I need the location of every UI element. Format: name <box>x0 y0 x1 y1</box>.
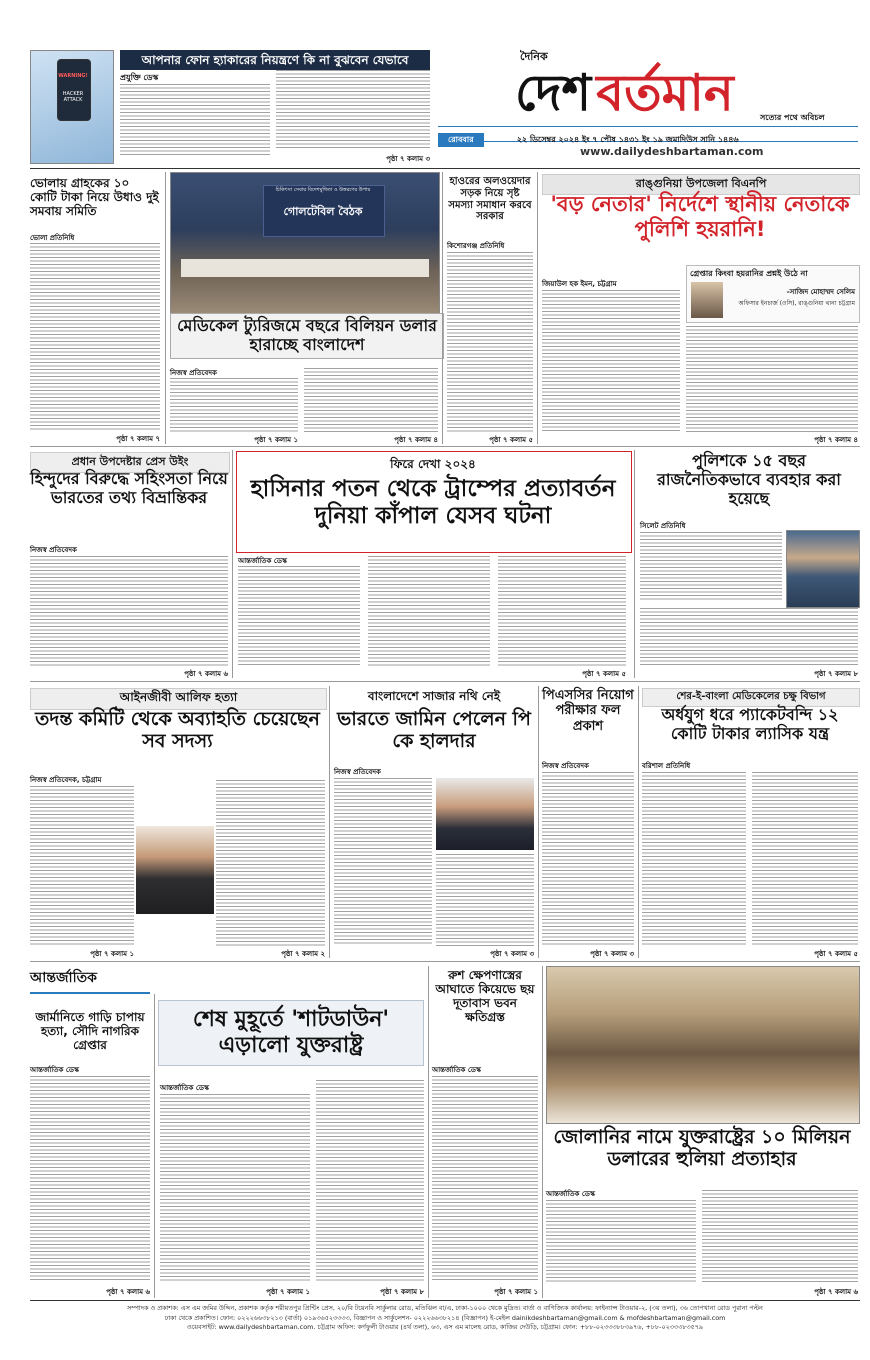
lasik-kicker: শের-ই-বাংলা মেডিকেলের চক্ষু বিভাগ <box>642 688 860 707</box>
germany-headline[interactable]: জার্মানিতে গাড়ি চাপায় হত্যা, সৌদি নাগরিক গ্রেপ্তার <box>35 1010 145 1053</box>
meeting-photo <box>170 172 440 314</box>
alif-body-2 <box>216 780 325 946</box>
promo-warning-text: WARNING! <box>58 73 88 79</box>
shutdown-reporter: আন্তর্জাতিক ডেস্ক <box>160 1084 209 1092</box>
date-day: রোববার <box>438 133 484 147</box>
promo-phone-image <box>30 50 114 164</box>
airport-headline[interactable]: হাওরের অলওয়েদার সড়ক নিয়ে সৃষ্ট সমস্যা সমাধান করবে সরকার <box>448 176 532 223</box>
press-reporter: নিজস্ব প্রতিবেদক <box>30 546 77 554</box>
medical-continued-1[interactable]: পৃষ্ঠা ৭ কলাম ১ <box>254 436 298 444</box>
meeting-banner-text: গোলটেবিল বৈঠক <box>283 205 363 218</box>
rangunia-body-left <box>542 290 680 432</box>
lookback-headline[interactable]: হাসিনার পতন থেকে ট্রাম্পের প্রত্যাবর্তন দুনিয়া কাঁপাল যেসব ঘটনা <box>250 476 616 530</box>
pk-body-1 <box>334 778 432 946</box>
lookback-reporter: আন্তর্জাতিক ডেস্ক <box>238 557 287 565</box>
rangunia-quote-by: -সাজিদ মোহাম্মদ সেলিম <box>786 288 855 296</box>
jolani-body-2 <box>702 1190 858 1282</box>
alif-headline[interactable]: তদন্ত কমিটি থেকে অব্যাহতি চেয়েছেন সব সদস্য <box>35 708 320 753</box>
alif-continued-1[interactable]: পৃষ্ঠা ৭ কলাম ১ <box>90 950 134 958</box>
russia-continued[interactable]: পৃষ্ঠা ৭ কলাম ১ <box>494 1288 538 1296</box>
lookback-body-3 <box>498 556 626 666</box>
pk-photo <box>436 778 534 850</box>
rangunia-quote-role: অফিসার ইনচার্জ (ওসি), রাঙ্গুনিয়া থানা চট্টগ্রাম <box>738 300 855 307</box>
press-kicker: প্রধান উপদেষ্টার প্রেস উইং <box>30 452 230 473</box>
rangunia-quote-box <box>686 265 860 323</box>
lookback-body-1 <box>238 566 360 666</box>
shutdown-body-1 <box>160 1094 310 1282</box>
germany-reporter: আন্তর্জাতিক ডেস্ক <box>30 1066 79 1074</box>
shutdown-continued-2[interactable]: পৃষ্ঠা ৭ কলাম ৮ <box>380 1288 424 1296</box>
bhola-reporter: ভোলা প্রতিনিধি <box>30 234 75 242</box>
pk-kicker: বাংলাদেশে সাজার নথি নেই <box>367 689 501 703</box>
alif-continued-2[interactable]: পৃষ্ঠা ৭ কলাম ২ <box>281 950 325 958</box>
lasik-body-1 <box>642 772 746 946</box>
psc-body <box>542 772 634 946</box>
promo-body-left <box>120 84 270 156</box>
jolani-photo <box>546 966 860 1124</box>
lasik-headline[interactable]: অর্ধযুগ ধরে প্যাকেটবন্দি ১২ কোটি টাকার ল্যাসিক যন্ত্র <box>661 705 839 743</box>
promo-headline[interactable]: আপনার ফোন হ্যাকারের নিয়ন্ত্রণে কি না বুঝবেন যেভাবে <box>120 50 430 70</box>
alif-kicker: আইনজীবী আলিফ হত্যা <box>30 688 327 710</box>
psc-reporter: নিজস্ব প্রতিবেদক <box>542 762 589 770</box>
rangunia-continued[interactable]: পৃষ্ঠা ৭ কলাম ৪ <box>814 436 858 444</box>
police-reporter: সিলেট প্রতিনিধি <box>640 522 686 530</box>
psc-headline[interactable]: পিএসসির নিয়োগ পরীক্ষার ফল প্রকাশ <box>542 688 634 734</box>
pk-reporter: নিজস্ব প্রতিবেদক <box>334 768 381 776</box>
promo-continued[interactable]: পৃষ্ঠা ৭ কলাম ৩ <box>386 155 430 163</box>
police-body-left <box>640 532 782 602</box>
rangunia-quote: গ্রেপ্তার কিংবা হয়রানির প্রশ্নই উঠে না <box>690 269 808 278</box>
alif-photo <box>136 826 214 914</box>
footer-line-1: সম্পাদক ও প্রকাশক: এস এম জমির উদ্দিন, প্রকাশক কর্তৃক শরীয়তপুর প্রিন্টিং প্রেস, ২০/বি টয়েনবি সার্কুলার রোড, মতিঝিল বা/এ, ঢাকা-১০০০ থেকে মুদ্রিত। বার্তা ও বাণিজ্যিক কার্যালয়: ফাইন্যান্স টাওয়ার-২, (৩য় তলা), ৩৬ তোপখানা রোড পুরানা পল্টন <box>127 1304 763 1312</box>
promo-body-right <box>276 70 430 150</box>
germany-body <box>30 1076 150 1282</box>
masthead-name-part2: বর্তমান <box>596 63 734 122</box>
medical-continued-2[interactable]: পৃষ্ঠা ৭ কলাম ৪ <box>394 436 438 444</box>
bhola-continued[interactable]: পৃষ্ঠা ৭ কলাম ৭ <box>116 435 160 443</box>
police-headline[interactable]: পুলিশকে ১৫ বছর রাজনৈতিকভাবে ব্যবহার করা হয়েছে <box>657 451 841 508</box>
pk-headline[interactable]: ভারতে জামিন পেলেন পি কে হালদার <box>337 708 531 753</box>
masthead-small: দৈনিক <box>520 50 548 63</box>
bhola-headline[interactable]: ভোলায় গ্রাহকের ১০ কোটি টাকা নিয়ে উধাও দুই সমবায় সমিতি <box>30 176 159 219</box>
police-body-bottom <box>640 608 858 666</box>
pk-body-2 <box>436 854 534 946</box>
shutdown-body-2 <box>316 1080 424 1282</box>
rangunia-headline[interactable]: 'বড় নেতার' নির্দেশে স্থানীয় নেতাকে পুলিশি হয়রানি! <box>550 192 850 241</box>
airport-continued[interactable]: পৃষ্ঠা ৭ কলাম ৫ <box>489 436 533 444</box>
rangunia-reporter: জিয়াউল হক ইমন, চট্টগ্রাম <box>542 280 617 288</box>
lasik-reporter: বরিশাল প্রতিনিধি <box>642 762 691 770</box>
airport-reporter: কিশোরগঞ্জ প্রতিনিধি <box>447 242 505 250</box>
lasik-body-2 <box>752 772 858 946</box>
medical-body-right <box>304 368 438 432</box>
medical-headline[interactable]: মেডিকেল ট্যুরিজমে বছরে বিলিয়ন ডলার হারাচ্ছে বাংলাদেশ <box>170 313 444 359</box>
promo-desk: প্রযুক্তি ডেস্ক <box>120 73 159 82</box>
jolani-headline[interactable]: জোলানির নামে যুক্তরাষ্ট্রের ১০ মিলিয়ন ডলারের হুলিয়া প্রত্যাহার <box>553 1126 851 1171</box>
russia-reporter: আন্তর্জাতিক ডেস্ক <box>432 1066 481 1074</box>
russia-body <box>432 1076 538 1282</box>
masthead-name-part1: দেশ <box>515 63 592 122</box>
intl-section-label: আন্তর্জাতিক <box>30 966 150 994</box>
promo-hacker-text: HACKER ATTACK <box>62 91 84 103</box>
footer-line-3: ওয়েবসাইট: www.dailydeshbartaman.com. চট্টগ্রাম অফিস: কর্ণফুলী টাওয়ার (৪র্থ তলা), ৬৩, এস এম মালেহ রোড, কাজির দেউড়ি, চট্টগ্রাম। ফোন: +৮৮-০২৩৩৩৮৮৩৯৭৬, +৮৮-০২৩৩৩৮৩৫৭৯ <box>186 1323 703 1332</box>
airport-body <box>447 252 533 432</box>
jolani-body-1 <box>546 1200 696 1282</box>
lookback-continued[interactable]: পৃষ্ঠা ৭ কলাম ৫ <box>582 670 626 678</box>
lookback-body-2 <box>368 556 490 666</box>
meeting-banner-sub: চিকিৎসা সেবায় বিদেশমুখিতা ও উত্তরণের উপায় <box>275 187 371 193</box>
masthead-slogan: সত্যের পথে অবিচল <box>760 113 825 122</box>
police-photo <box>786 530 860 608</box>
bhola-body <box>30 243 160 431</box>
shutdown-headline[interactable]: শেষ মুহূর্তে 'শাটডাউন' এড়ালো যুক্তরাষ্ট্র <box>158 1000 424 1066</box>
police-continued[interactable]: পৃষ্ঠা ৭ কলাম ৮ <box>814 670 858 678</box>
date-text: ২২ ডিসেম্বর ২০২৪ ইং ৭ পৌষ ১৪৩১ ইং ১৯ জমাদিউস সানি ১৪৪৬ <box>516 135 739 144</box>
lookback-kicker: ফিরে দেখা ২০২৪ <box>390 457 476 471</box>
psc-continued[interactable]: পৃষ্ঠা ৭ কলাম ৩ <box>590 950 634 958</box>
rangunia-kicker: রাঙ্গুনিয়া উপজেলা বিএনপি <box>542 174 860 195</box>
press-headline[interactable]: হিন্দুদের বিরুদ্ধে সহিংসতা নিয়ে ভারতের তথ্য বিভ্রান্তিকর <box>30 469 228 507</box>
germany-continued[interactable]: পৃষ্ঠা ৭ কলাম ৬ <box>106 1288 150 1296</box>
pk-continued[interactable]: পৃষ্ঠা ৭ কলাম ৩ <box>490 950 534 958</box>
date-bar <box>438 126 858 142</box>
alif-reporter: নিজস্ব প্রতিবেদক, চট্টগ্রাম <box>30 776 102 784</box>
footer-line-2: ঢাকা থেকে প্রকাশিত। ফোন: ০২২২৬৬৩৮২১৩ (বার্তা) ০১৯৩৬৫২৩৩৩৩, বিজ্ঞাপন ও সার্কুলেশন- ০২২২৬৬৩৮২১৪ (বিজ্ঞাপন) ই-মেইল dainikdeshbartaman@gmail.com & mofdeshbartaman@gmail.com <box>164 1313 726 1322</box>
footer-imprint <box>30 1304 860 1333</box>
alif-body-1 <box>30 786 134 946</box>
rangunia-quote-photo <box>691 282 723 318</box>
shutdown-continued-1[interactable]: পৃষ্ঠা ৭ কলাম ১ <box>266 1288 310 1296</box>
jolani-continued[interactable]: পৃষ্ঠা ৭ কলাম ৬ <box>814 1288 858 1296</box>
jolani-reporter: আন্তর্জাতিক ডেস্ক <box>546 1190 595 1198</box>
press-continued[interactable]: পৃষ্ঠা ৭ কলাম ৬ <box>184 670 228 678</box>
rangunia-body-right <box>686 326 858 432</box>
lasik-continued[interactable]: পৃষ্ঠা ৭ কলাম ৫ <box>814 950 858 958</box>
press-body <box>30 556 228 666</box>
medical-body-left <box>170 378 298 432</box>
russia-headline[interactable]: রুশ ক্ষেপণাস্ত্রের আঘাতে কিয়েভে ছয় দূতাবাস ভবন ক্ষতিগ্রস্ত <box>435 968 535 1025</box>
medical-reporter: নিজস্ব প্রতিবেদক <box>170 369 217 377</box>
website-url[interactable]: www.dailydeshbartaman.com <box>580 145 764 158</box>
